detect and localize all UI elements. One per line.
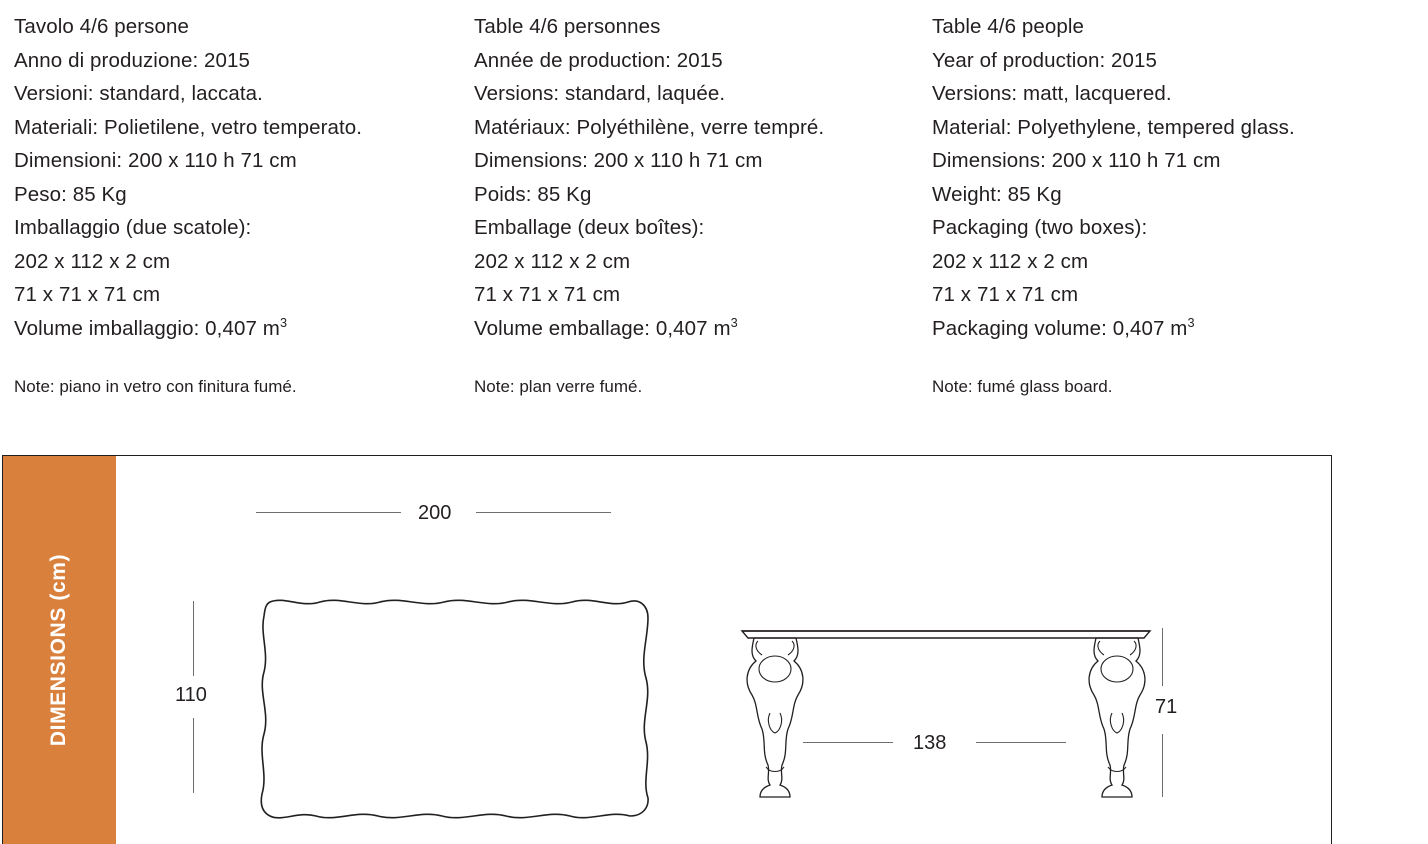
spec-column-french (474, 10, 924, 398)
spec-note: Note: fumé glass board. (932, 377, 1113, 396)
spec-volume-exponent: 3 (279, 314, 288, 330)
spec-note: Note: plan verre fumé. (474, 377, 643, 396)
spec-line: Materiali: Polietilene, vetro temperato. (14, 115, 363, 139)
leader-line-110-bottom (193, 718, 194, 793)
spec-line: Versions: matt, lacquered. (932, 82, 1172, 105)
spec-column-english (932, 10, 1402, 398)
dimensions-tab-label: DIMENSIONS (cm) (47, 553, 71, 747)
spec-line: Dimensions: 200 x 110 h 71 cm (932, 149, 1221, 172)
leader-line-200-right (476, 512, 611, 513)
spec-line: Year of production: 2015 (932, 48, 1158, 72)
measurement-110: 110 (168, 684, 214, 707)
spec-line: Dimensions: 200 x 110 h 71 cm (474, 149, 763, 172)
spec-line: 71 x 71 x 71 cm (932, 283, 1079, 306)
spec-line: Versions: standard, laquée. (474, 82, 726, 105)
table-top-plan-view (256, 594, 656, 824)
leader-line-71-bottom (1162, 734, 1163, 797)
table-front-elevation-view (736, 621, 1156, 811)
spec-line: Année de production: 2015 (474, 48, 723, 72)
spec-line: 202 x 112 x 2 cm (474, 249, 631, 273)
dimensions-drawing-canvas (116, 456, 1331, 844)
spec-line: Weight: 85 Kg (932, 182, 1062, 206)
spec-volume-label: Volume emballage: 0,407 m (474, 316, 731, 340)
leader-line-200-left (256, 512, 401, 513)
spec-line: Table 4/6 personnes (474, 15, 661, 38)
spec-line: Material: Polyethylene, tempered glass. (932, 115, 1295, 139)
spec-line: Poids: 85 Kg (474, 182, 592, 206)
spec-volume-label: Packaging volume: 0,407 m (932, 316, 1188, 340)
spec-line: 71 x 71 x 71 cm (474, 283, 621, 306)
leader-line-110-top (193, 601, 194, 676)
spec-line: Packaging (two boxes): (932, 216, 1148, 239)
measurement-71: 71 (1148, 696, 1184, 719)
spec-line: Anno di produzione: 2015 (14, 48, 251, 72)
spec-line: 202 x 112 x 2 cm (14, 249, 171, 273)
spec-line: 202 x 112 x 2 cm (932, 249, 1089, 273)
spec-volume-line (14, 312, 464, 346)
leader-line-138-right (976, 742, 1066, 743)
spec-line: Peso: 85 Kg (14, 182, 127, 206)
spec-line: Imballaggio (due scatole): (14, 216, 252, 239)
spec-line: Dimensioni: 200 x 110 h 71 cm (14, 149, 297, 172)
spec-line: Emballage (deux boîtes): (474, 216, 705, 239)
dimensions-panel (2, 455, 1332, 844)
measurement-138: 138 (906, 732, 953, 755)
spec-volume-exponent: 3 (730, 314, 738, 330)
spec-volume-line (932, 312, 1402, 346)
spec-column-italian (14, 10, 464, 398)
leader-line-71-top (1162, 628, 1163, 686)
spec-line: 71 x 71 x 71 cm (14, 283, 161, 306)
spec-line: Table 4/6 people (932, 15, 1085, 38)
measurement-200: 200 (411, 502, 458, 525)
spec-volume-line (474, 312, 924, 346)
spec-line: Tavolo 4/6 persone (14, 15, 190, 38)
leader-line-138-left (803, 742, 893, 743)
spec-note: Note: piano in vetro con finitura fumé. (14, 377, 297, 396)
spec-line: Matériaux: Polyéthilène, verre tempré. (474, 115, 825, 139)
spec-volume-exponent: 3 (1187, 314, 1195, 330)
dimensions-tab (3, 456, 116, 844)
spec-line: Versioni: standard, laccata. (14, 82, 263, 105)
spec-volume-label: Volume imballaggio: 0,407 m (14, 316, 280, 340)
